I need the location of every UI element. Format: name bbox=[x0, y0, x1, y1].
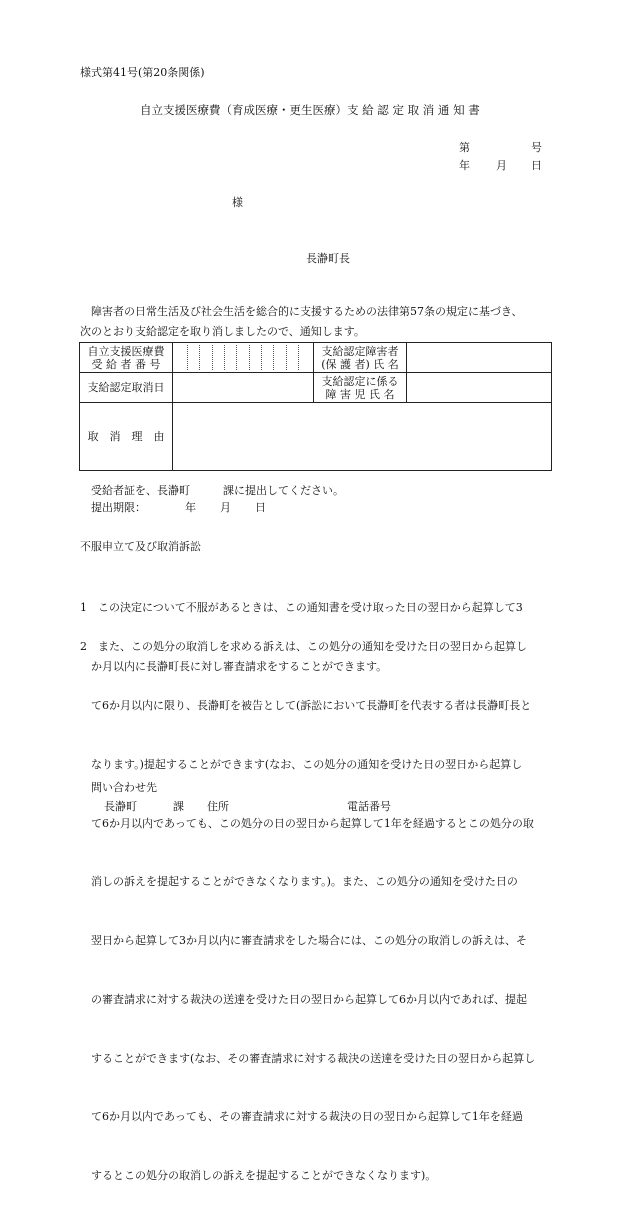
appeal-item-2-line: 翌日から起算して3か月以内に審査請求をした場合には、この処分の取消しの訴えは、そ bbox=[80, 934, 527, 948]
cancel-date-field[interactable] bbox=[173, 373, 314, 403]
submit-instruction: 受給者証を、長瀞町 課に提出してください。 bbox=[91, 484, 344, 497]
recipient-number-field[interactable] bbox=[173, 343, 314, 373]
appeal-item-2-line: することができます(なお、その審査請求に対する裁決の送達を受けた日の翌日から起算し bbox=[80, 1051, 536, 1065]
inquiry-address: 住所 bbox=[207, 800, 229, 813]
inquiry-section: 課 bbox=[173, 800, 184, 813]
appeal-item-2-line: なります。)提起することができます(なお、この処分の通知を受けた日の翌日から起算し bbox=[80, 757, 523, 771]
appeal-item-1-line: 1 この決定について不服があるときは、この通知書を受け取った日の翌日から起算して3 bbox=[80, 601, 523, 614]
intro-line-1: 障害者の日常生活及び社会生活を総合的に支援するための法律第57条の規定に基づき、 bbox=[91, 305, 523, 318]
deadline-year: 年 bbox=[185, 501, 196, 514]
form-number: 様式第41号(第20条関係) bbox=[80, 66, 205, 79]
cancel-reason-label: 取 消 理 由 bbox=[80, 403, 173, 471]
date-day: 日 bbox=[531, 159, 542, 172]
deadline-month: 月 bbox=[220, 501, 231, 514]
appeal-item-2-line: て6か月以内であっても、その審査請求に対する裁決の日の翌日から起算して1年を経過 bbox=[80, 1110, 523, 1124]
child-name-label: 支給認定に係る 障 害 児 氏 名 bbox=[314, 373, 407, 403]
inquiry-town: 長瀞町 bbox=[104, 800, 137, 813]
child-name-field[interactable] bbox=[407, 373, 552, 403]
appeal-heading: 不服申立て及び取消訴訟 bbox=[80, 540, 201, 553]
appeal-item-2-line: するとこの処分の取消しの訴えを提起することができなくなります)。 bbox=[80, 1169, 437, 1183]
document-number-go: 号 bbox=[531, 141, 542, 154]
appeal-item-2-line: て6か月以内であっても、この処分の日の翌日から起算して1年を経過するとこの処分の取 bbox=[80, 816, 534, 830]
recipient-number-label: 自立支援医療費 受 給 者 番 号 bbox=[80, 343, 173, 373]
document-number-dai: 第 bbox=[459, 141, 470, 154]
deadline-label: 提出期限： bbox=[91, 501, 146, 514]
appeal-item-2-line: て6か月以内に限り、長瀞町を被告として(訴訟において長瀞町を代表する者は長瀞町長と bbox=[80, 698, 532, 712]
appeal-item-2-line: の審査請求に対する裁決の送達を受けた日の翌日から起算して6か月以内であれば、提起 bbox=[80, 992, 527, 1006]
certified-person-field[interactable] bbox=[407, 343, 552, 373]
issuer: 長瀞町長 bbox=[306, 252, 350, 265]
document-title: 自立支援医療費（育成医療・更生医療）支 給 認 定 取 消 通 知 書 bbox=[140, 103, 480, 117]
addressee-suffix: 様 bbox=[232, 196, 243, 209]
deadline-day: 日 bbox=[255, 501, 266, 514]
intro-line-2: 次のとおり支給認定を取り消しましたので、通知します。 bbox=[80, 325, 365, 338]
date-year: 年 bbox=[459, 159, 470, 172]
appeal-item-1-line: か月以内に長瀞町長に対し審査請求をすることができます。 bbox=[80, 659, 388, 673]
inquiry-phone: 電話番号 bbox=[347, 800, 391, 813]
certified-person-label: 支給認定障害者 (保 護 者) 氏 名 bbox=[314, 343, 407, 373]
date-month: 月 bbox=[496, 159, 507, 172]
appeal-item-2-line: 消しの訴えを提起することができなくなります。)。また、この処分の通知を受けた日の bbox=[80, 875, 518, 889]
cancellation-table bbox=[79, 342, 552, 471]
inquiry-heading: 問い合わせ先 bbox=[91, 781, 157, 794]
cancel-reason-field[interactable] bbox=[173, 403, 552, 471]
appeal-item-2-line: 2 また、この処分の取消しを求める訴えは、この処分の通知を受けた日の翌日から起算し bbox=[80, 640, 527, 654]
appeal-item-2 bbox=[80, 598, 535, 1205]
cancel-date-label: 支給認定取消日 bbox=[80, 373, 173, 403]
